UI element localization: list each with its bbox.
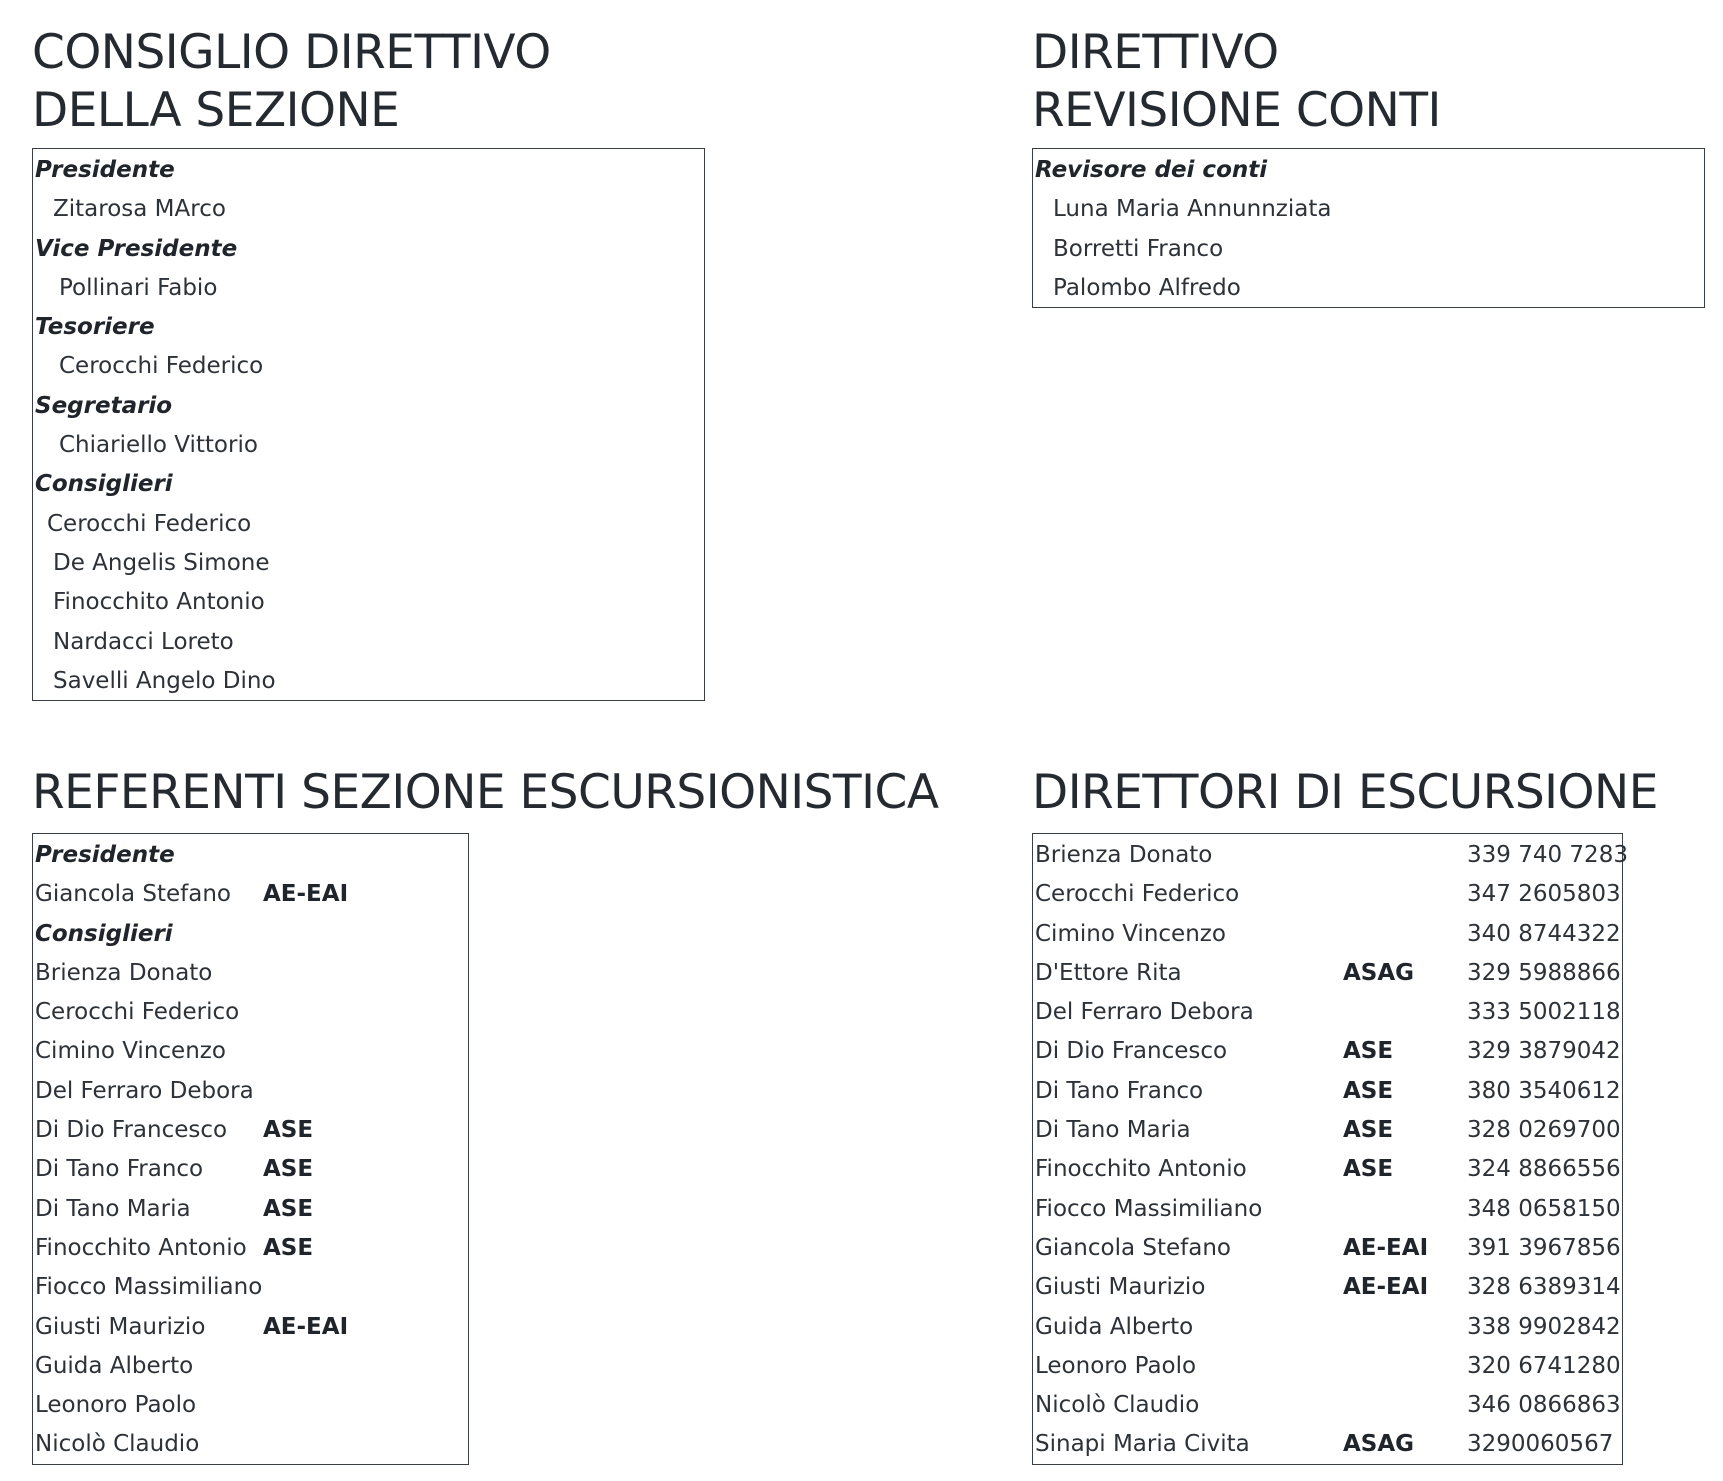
- list-item: [33, 1150, 468, 1189]
- table-row: [1033, 1111, 1622, 1150]
- revisione-section: [1032, 24, 1441, 140]
- member-name: De Angelis Simone: [53, 549, 270, 576]
- member-name: Del Ferraro Debora: [35, 1077, 254, 1104]
- role-label: Revisore dei conti: [1035, 157, 1268, 183]
- member-name: Di Tano Maria: [35, 1195, 191, 1222]
- consiglio-section: [32, 24, 551, 140]
- member-name: Di Dio Francesco: [1035, 1038, 1228, 1065]
- table-row: [1033, 1308, 1622, 1347]
- phone-number: 329 3879042: [1467, 1038, 1621, 1065]
- list-item: [33, 1268, 468, 1307]
- referenti-section: [32, 764, 938, 822]
- member-name: Cerocchi Federico: [59, 353, 264, 380]
- list-item: [33, 1386, 468, 1425]
- role-label: Vice Presidente: [35, 235, 238, 262]
- direttori-heading: DIRETTORI DI ESCURSIONE: [1032, 765, 1658, 820]
- list-item: [33, 1308, 468, 1347]
- referenti-list: [32, 833, 469, 1465]
- phone-number: 348 0658150: [1467, 1195, 1621, 1222]
- member-name: Savelli Angelo Dino: [53, 667, 276, 694]
- direttori-list: [1032, 833, 1628, 1465]
- table-row: [1033, 1190, 1622, 1229]
- revisione-list: [1032, 148, 1705, 308]
- role-label: Consiglieri: [35, 471, 173, 498]
- qualification-badge: ASE: [1343, 1077, 1394, 1104]
- revisione-heading: [1032, 24, 1441, 140]
- phone-number: 333 5002118: [1467, 999, 1621, 1026]
- table-row: [1033, 1425, 1622, 1464]
- table-row: [1033, 954, 1622, 993]
- table-row: [1033, 993, 1622, 1032]
- member-name: Chiariello Vittorio: [59, 432, 258, 459]
- member-name: Di Tano Franco: [35, 1156, 204, 1183]
- qualification-badge: ASE: [263, 1234, 314, 1261]
- member-name: Di Tano Franco: [1035, 1077, 1204, 1104]
- member-name: Cerocchi Federico: [35, 999, 240, 1026]
- member-name: Nicolò Claudio: [1035, 1392, 1200, 1419]
- list-item: [33, 1032, 468, 1071]
- member-name: Sinapi Maria Civita: [1035, 1431, 1250, 1458]
- member-name: Finocchito Antonio: [53, 589, 265, 616]
- list-item: [33, 1229, 468, 1268]
- table-row: [1033, 1032, 1622, 1071]
- member-name: Brienza Donato: [35, 959, 213, 986]
- member-name: Leonoro Paolo: [1035, 1352, 1197, 1379]
- member-name: Finocchito Antonio: [35, 1234, 247, 1261]
- role-label: Consiglieri: [35, 920, 173, 947]
- member-name: Guida Alberto: [35, 1352, 194, 1379]
- phone-number: 3290060567: [1467, 1431, 1614, 1458]
- phone-number: 324 8866556: [1467, 1156, 1621, 1183]
- consiglio-heading-line1: CONSIGLIO DIRETTIVO: [32, 25, 551, 80]
- member-name: Fiocco Massimiliano: [35, 1274, 263, 1301]
- revisione-heading-line2: REVISIONE CONTI: [1032, 83, 1441, 138]
- table-row: [1033, 1347, 1622, 1386]
- member-name: Brienza Donato: [1035, 842, 1213, 868]
- list-item: [33, 954, 468, 993]
- member-name: Giusti Maurizio: [1035, 1274, 1206, 1301]
- phone-number: 347 2605803: [1467, 881, 1621, 908]
- member-name: Nardacci Loreto: [53, 628, 234, 655]
- member-name: Pollinari Fabio: [59, 274, 218, 301]
- qualification-badge: ASAG: [1343, 1431, 1415, 1458]
- list-item: [33, 1072, 468, 1111]
- member-name: Guida Alberto: [1035, 1313, 1194, 1340]
- member-name: Cimino Vincenzo: [35, 1038, 226, 1065]
- member-name: Nicolò Claudio: [35, 1431, 200, 1458]
- revisione-heading-line1: DIRETTIVO: [1032, 25, 1279, 80]
- qualification-badge: ASAG: [1343, 959, 1415, 986]
- role-label: Presidente: [35, 157, 175, 183]
- phone-number: 340 8744322: [1467, 920, 1621, 947]
- phone-number: 328 0269700: [1467, 1117, 1621, 1144]
- table-row: [1033, 1072, 1622, 1111]
- referenti-heading: REFERENTI SEZIONE ESCURSIONISTICA: [32, 765, 939, 820]
- list-item: [33, 1347, 468, 1386]
- member-name: Cerocchi Federico: [47, 510, 252, 537]
- qualification-badge: AE-EAI: [263, 881, 349, 908]
- phone-number: 346 0866863: [1467, 1392, 1621, 1419]
- table-row: [1033, 915, 1622, 954]
- phone-number: 339 740 7283: [1467, 842, 1628, 868]
- qualification-badge: AE-EAI: [1343, 1234, 1429, 1261]
- table-row: [1033, 1386, 1622, 1425]
- phone-number: 328 6389314: [1467, 1274, 1621, 1301]
- phone-number: 329 5988866: [1467, 959, 1621, 986]
- table-row: [1033, 1150, 1622, 1189]
- member-name: Finocchito Antonio: [1035, 1156, 1247, 1183]
- member-name: Cimino Vincenzo: [1035, 920, 1226, 947]
- role-label: Tesoriere: [35, 314, 155, 341]
- member-name: Giusti Maurizio: [35, 1313, 206, 1340]
- member-name: Borretti Franco: [1053, 235, 1224, 262]
- member-name: Palombo Alfredo: [1053, 274, 1241, 301]
- direttori-section: [1032, 764, 1658, 822]
- member-name: Di Dio Francesco: [35, 1117, 228, 1144]
- list-item: [33, 875, 468, 914]
- list-item: [33, 1111, 468, 1150]
- member-name: Giancola Stefano: [1035, 1234, 1232, 1261]
- member-name: Del Ferraro Debora: [1035, 999, 1254, 1026]
- table-row: [1033, 1229, 1622, 1268]
- qualification-badge: ASE: [1343, 1117, 1394, 1144]
- table-row: [1033, 1268, 1622, 1307]
- list-item: [33, 1425, 468, 1464]
- consiglio-heading: [32, 24, 551, 140]
- member-name: Zitarosa MArco: [53, 196, 226, 223]
- phone-number: 320 6741280: [1467, 1352, 1621, 1379]
- role-label: Presidente: [35, 842, 175, 868]
- list-item: [33, 1190, 468, 1229]
- qualification-badge: AE-EAI: [1343, 1274, 1429, 1301]
- member-name: Cerocchi Federico: [1035, 881, 1240, 908]
- role-label: Segretario: [35, 392, 173, 419]
- table-row: [1033, 836, 1628, 875]
- phone-number: 380 3540612: [1467, 1077, 1621, 1104]
- table-row: [1033, 875, 1622, 914]
- member-name: Luna Maria Annunnziata: [1053, 196, 1332, 223]
- consiglio-list: [32, 148, 705, 701]
- phone-number: 338 9902842: [1467, 1313, 1621, 1340]
- member-name: D'Ettore Rita: [1035, 959, 1182, 986]
- member-name: Fiocco Massimiliano: [1035, 1195, 1263, 1222]
- member-name: Giancola Stefano: [35, 881, 232, 908]
- list-item: [33, 993, 468, 1032]
- consiglio-heading-line2: DELLA SEZIONE: [32, 83, 400, 138]
- qualification-badge: ASE: [263, 1117, 314, 1144]
- member-name: Leonoro Paolo: [35, 1392, 197, 1419]
- qualification-badge: ASE: [263, 1156, 314, 1183]
- qualification-badge: ASE: [1343, 1156, 1394, 1183]
- member-name: Di Tano Maria: [1035, 1117, 1191, 1144]
- phone-number: 391 3967856: [1467, 1234, 1621, 1261]
- qualification-badge: ASE: [1343, 1038, 1394, 1065]
- qualification-badge: ASE: [263, 1195, 314, 1222]
- qualification-badge: AE-EAI: [263, 1313, 349, 1340]
